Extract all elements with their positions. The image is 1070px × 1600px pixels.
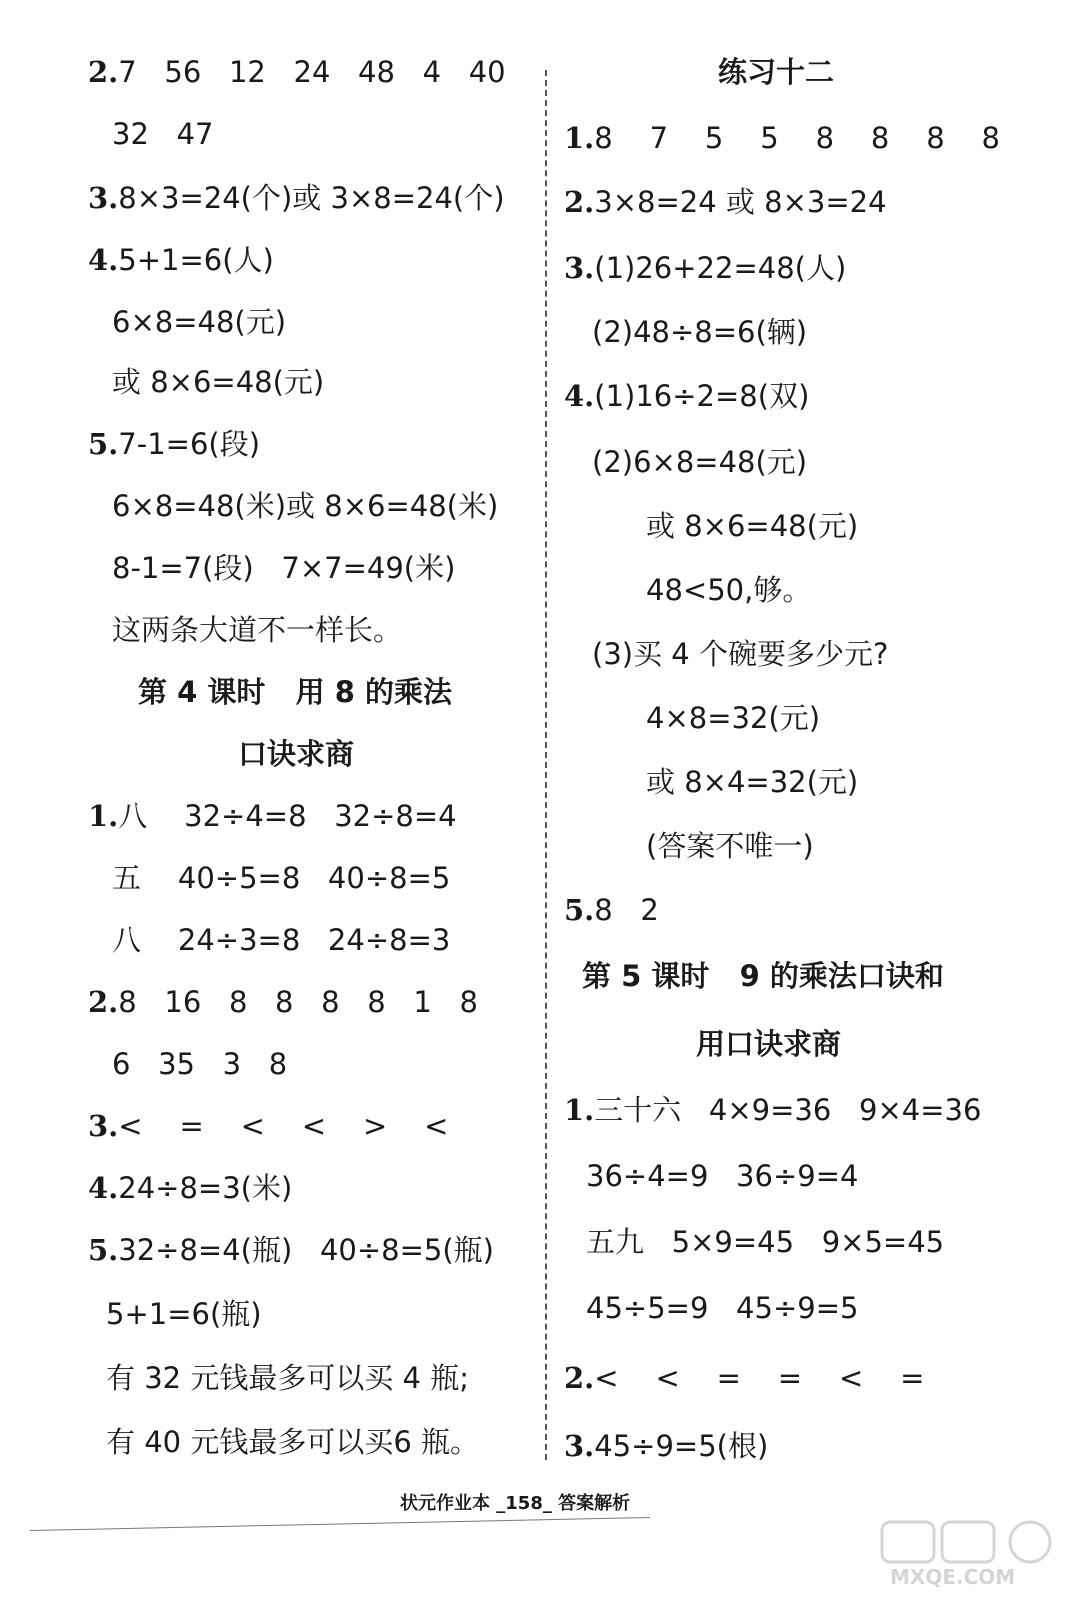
answer-line: 5.7-1=6(段) [88,427,261,461]
answer-line: 2.< < = = < = [564,1361,925,1395]
answer-line: 6×8=48(元) [112,305,287,339]
answer-line: 4.5+1=6(人) [88,243,274,277]
answer-line: 5.32÷8=4(瓶) 40÷8=5(瓶) [88,1233,494,1267]
watermark-logo [880,1520,1060,1590]
answer-line: 6×8=48(米)或 8×6=48(米) [112,489,499,523]
answer-line: 八 24÷3=8 24÷8=3 [112,923,451,957]
answer-line: 4.(1)16÷2=8(双) [564,379,810,413]
answer-line: 3.< = < < > < [88,1109,449,1143]
answer-line: (2)48÷8=6(辆) [592,315,808,349]
answer-line: 有 40 元钱最多可以买6 瓶。 [106,1425,480,1459]
answer-line: 有 32 元钱最多可以买 4 瓶; [106,1361,469,1395]
answer-line: (3)买 4 个碗要多少元? [592,637,889,671]
answer-line: 3.45÷9=5(根) [564,1429,769,1463]
answer-line: (2)6×8=48(元) [592,445,808,479]
answer-line: 1.三十六 4×9=36 9×4=36 [564,1093,982,1127]
watermark-text: MXQE.COM [890,1565,1016,1589]
answer-line: 五九 5×9=45 9×5=45 [586,1225,945,1259]
answer-line: 36÷4=9 36÷9=4 [586,1159,859,1193]
section-heading: 第 5 课时 9 的乘法口诀和 [582,959,944,993]
answer-line: 3.8×3=24(个)或 3×8=24(个) [88,181,505,215]
answer-line: 这两条大道不一样长。 [112,613,403,647]
answer-line: 2.8 16 8 8 8 8 1 8 [88,985,478,1019]
answer-line: 五 40÷5=8 40÷8=5 [112,861,451,895]
answer-line: 45÷5=9 45÷9=5 [586,1291,859,1325]
section-heading: 第 4 课时 用 8 的乘法 [138,675,453,709]
answer-line: 2.3×8=24 或 8×3=24 [564,185,887,219]
section-heading: 用口诀求商 [696,1027,842,1061]
answer-line: 6 35 3 8 [112,1047,288,1081]
answer-line: 1.8 7 5 5 8 8 8 8 [564,121,1000,155]
answer-line: 4×8=32(元) [646,701,821,735]
section-heading: 口诀求商 [238,737,355,771]
answer-line: 3.(1)26+22=48(人) [564,251,847,285]
answer-line: 或 8×6=48(元) [112,365,325,399]
answer-line: 或 8×6=48(元) [646,509,859,543]
answer-line: 2.7 56 12 24 48 4 40 [88,55,506,89]
answer-line: 5.8 2 [564,893,659,927]
section-heading: 练习十二 [718,55,835,89]
answer-line: 4.24÷8=3(米) [88,1171,293,1205]
answer-line: 1.八 32÷4=8 32÷8=4 [88,799,457,833]
answer-line: 或 8×4=32(元) [646,765,859,799]
answer-line: 32 47 [112,117,214,151]
answer-line: 5+1=6(瓶) [106,1297,262,1331]
answer-line: (答案不唯一) [646,829,814,863]
footer-rule [30,1517,650,1531]
column-divider [545,70,547,1460]
page-footer: 状元作业本 _158_ 答案解析 [400,1493,631,1514]
answer-line: 8-1=7(段) 7×7=49(米) [112,551,456,585]
answer-line: 48<50,够。 [646,573,812,607]
